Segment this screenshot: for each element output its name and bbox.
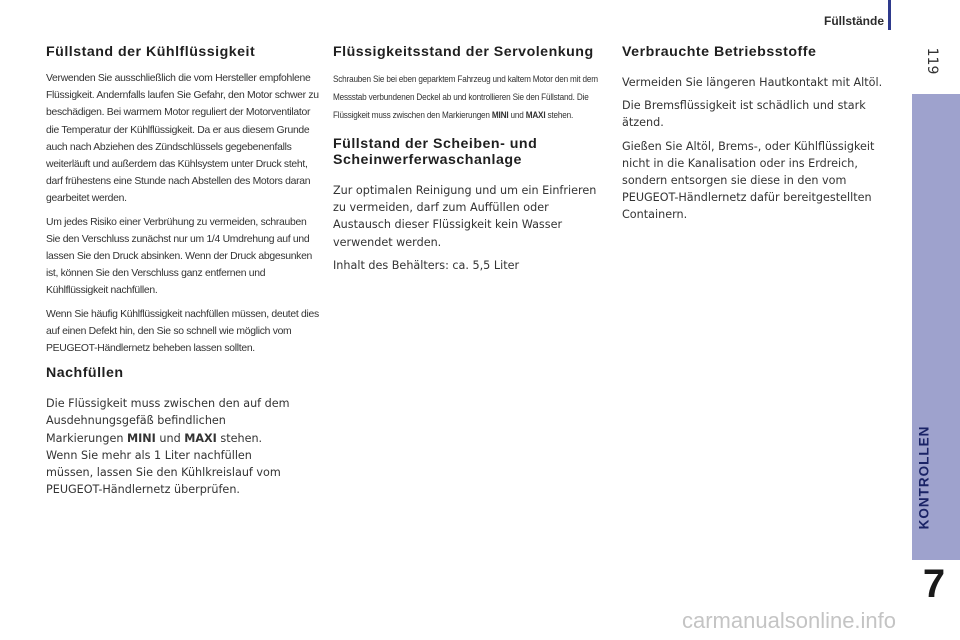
refill-paragraph: [46, 395, 296, 498]
ps-maxi-mark: MAXI: [525, 110, 546, 120]
mini-mark: MINI: [127, 431, 156, 445]
maxi-mark: MAXI: [184, 431, 217, 445]
washer-paragraph-1: Zur optimalen Reinigung und um ein Einfrieren zu vermeiden, darf zum Auffüllen oder Austausch dieser Flüssigkeit kein Wasser verwendet werden.: [333, 184, 597, 249]
ps-und: und: [508, 110, 526, 120]
heading-used-fluids: Verbrauchte Betriebsstoffe: [622, 44, 817, 60]
used-fluids-paragraph-3: Gießen Sie Altöl, Brems-, oder Kühlflüssigkeit nicht in die Kanalisation oder ins Erdreich, sondern entsorgen sie diese in den vom PEUGEOT-Händlernetz dafür bereitgestellten Containern.: [622, 139, 875, 222]
chapter-number: 7: [922, 562, 946, 606]
refill-text-b: stehen. Wenn Sie mehr als 1 Liter nachfüllen müssen, lassen Sie den Kühlkreislauf vom PEUGEOT-Händlernetz überprüfen.: [46, 431, 281, 497]
column-power-steering: [333, 44, 605, 280]
used-fluids-paragraph-2: Die Bremsflüssigkeit ist schädlich und stark ätzend.: [622, 99, 866, 130]
section-title: Füllstände: [823, 14, 884, 28]
column-coolant: [46, 44, 320, 504]
refill-und: und: [155, 431, 185, 445]
heading-power-steering: Flüssigkeitsstand der Servolenkung: [333, 44, 594, 60]
power-steering-paragraph: [333, 70, 603, 124]
page-number: 119: [924, 47, 940, 75]
header-rule: [888, 0, 891, 30]
power-steering-text-b: stehen.: [545, 110, 574, 120]
watermark: carmanualsonline.info: [682, 608, 897, 633]
used-fluids-paragraph-1: Vermeiden Sie längeren Hautkontakt mit Altöl.: [622, 76, 883, 89]
heading-refill: Nachfüllen: [46, 365, 124, 382]
chapter-tab-label: KONTROLLEN: [916, 425, 932, 530]
ps-mini-mark: MINI: [491, 110, 509, 120]
power-steering-text-a: Schrauben Sie bei eben geparktem Fahrzeug und kaltem Motor den mit dem Messstab verbundenen Deckel ab und kontrollieren Sie den Füllstand. Die Flüssigkeit muss zwischen den Markierungen: [333, 74, 598, 120]
heading-coolant-level: Füllstand der Kühlflüssigkeit: [46, 44, 256, 60]
coolant-paragraph-3: Wenn Sie häufig Kühlflüssigkeit nachfüllen müssen, deutet dies auf einen Defekt hin, den Sie so schnell wie möglich vom PEUGEOT-Händlernetz beheben lassen sollten.: [46, 308, 319, 355]
heading-washer: Füllstand der Scheiben- und Scheinwerferwaschanlage: [333, 136, 538, 168]
column-used-fluids: [622, 44, 892, 230]
coolant-paragraph-2: Um jedes Risiko einer Verbrühung zu vermeiden, schrauben Sie den Verschluss zunächst nur um 1/4 Umdrehung auf und lassen Sie den Druck absinken. Wenn der Druck abgesunken ist, können Sie den Verschluss ganz entfernen und Kühlflüssigkeit nachfüllen.: [46, 216, 313, 297]
washer-paragraph-2: Inhalt des Behälters: ca. 5,5 Liter: [333, 258, 520, 272]
chapter-tab-label-wrap: [912, 94, 950, 560]
refill-text-a: Die Flüssigkeit muss zwischen den auf dem Ausdehnungsgefäß befindlichen Markierungen: [46, 397, 290, 445]
coolant-paragraph-1: Verwenden Sie ausschließlich die vom Hersteller empfohlene Flüssigkeit. Andernfalls laufen Sie Gefahr, den Motor schwer zu beschädigen. Bei warmem Motor reguliert der Motorventilator die Temperatur der Kühlflüssigkeit. Da er aus diesem Grunde auch nach Abziehen des Zündschlüssels gegebenenfalls weiterläuft und außerdem das Kühlsystem unter Druck steht, darf frühestens eine Stunde nach Abstellen des Motors daran gearbeitet werden.: [46, 73, 319, 205]
